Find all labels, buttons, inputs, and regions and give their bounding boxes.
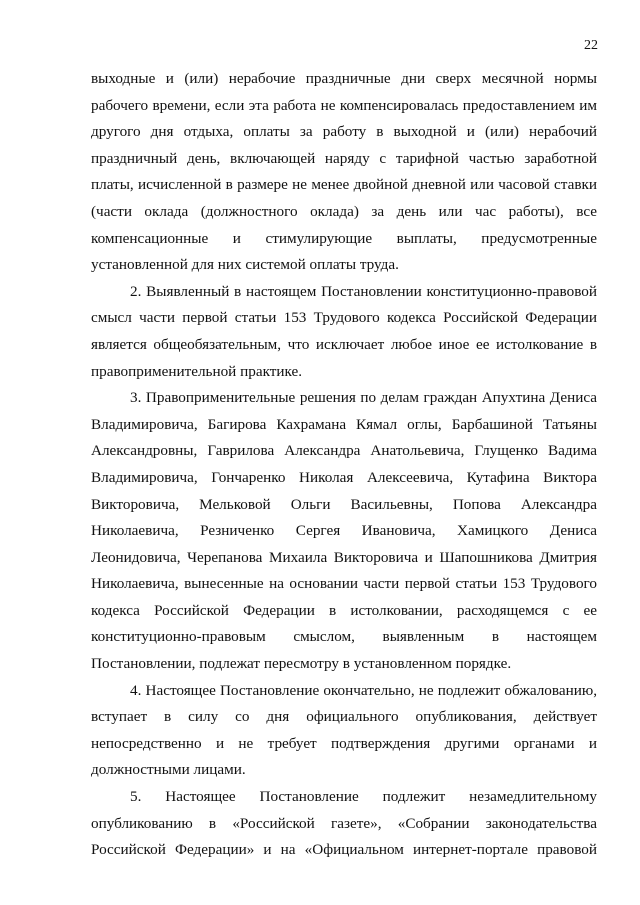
text-line: Александровны, Гаврилова Александра Анатольевича, Глущенко Вадима — [91, 442, 597, 460]
paragraph-item-5 — [91, 784, 597, 864]
text-line: должностными лицами. — [91, 761, 246, 779]
text-line: установленной для них системой оплаты труда. — [91, 256, 399, 274]
text-line: 3. Правоприменительные решения по делам граждан Апухтина Дениса — [130, 389, 597, 407]
text-line: Николаевича, Резниченко Сергея Ивановича, Хамицкого Дениса — [91, 522, 597, 540]
text-line: конституционно-правовым смыслом, выявленным в настоящем — [91, 628, 597, 646]
paragraph-continuation — [91, 66, 597, 279]
text-line: Леонидовича, Черепанова Михаила Викторовича и Шапошникова Дмитрия — [91, 548, 597, 566]
text-line: рабочего времени, если эта работа не компенсировалась предоставлением им — [91, 96, 597, 114]
text-line: 2. Выявленный в настоящем Постановлении конституционно-правовой — [130, 282, 597, 300]
document-body — [91, 66, 597, 864]
paragraph-item-2 — [91, 279, 597, 385]
text-line: 5. Настоящее Постановление подлежит незамедлительному — [130, 788, 597, 806]
text-line: другого дня отдыха, оплаты за работу в выходной и (или) нерабочий — [91, 123, 597, 141]
text-line: Викторовича, Мельковой Ольги Васильевны, Попова Александра — [91, 495, 597, 513]
text-line: (части оклада (должностного оклада) за день или час работы), все — [91, 202, 597, 220]
text-line: Российской Федерации» и на «Официальном интернет-портале правовой — [91, 841, 597, 859]
text-line: смысл части первой статьи 153 Трудового кодекса Российской Федерации — [91, 309, 597, 327]
text-line: правоприменительной практике. — [91, 362, 303, 380]
text-line: компенсационные и стимулирующие выплаты, предусмотренные — [91, 229, 597, 247]
text-line: опубликованию в «Российской газете», «Собрании законодательства — [91, 814, 597, 832]
text-line: вступает в силу со дня официального опубликования, действует — [91, 708, 597, 726]
text-line: непосредственно и не требует подтверждения другими органами и — [91, 734, 597, 752]
text-line: кодекса Российской Федерации в истолковании, расходящемся с ее — [91, 601, 597, 619]
text-line: платы, исчисленной в размере не менее двойной дневной или часовой ставки — [91, 176, 597, 194]
text-line: Владимировича, Гончаренко Николая Алексеевича, Кутафина Виктора — [91, 468, 597, 486]
paragraph-item-3 — [91, 385, 597, 678]
text-line: является общеобязательным, что исключает любое иное ее истолкование в — [91, 335, 597, 353]
text-line: Владимировича, Багирова Кахрамана Кямал оглы, Барбашиной Татьяны — [91, 415, 597, 433]
page-number: 22 — [584, 38, 598, 53]
text-line: Постановлении, подлежат пересмотру в установленном порядке. — [91, 655, 512, 673]
paragraph-item-4 — [91, 678, 597, 784]
text-line: Николаевича, вынесенные на основании части первой статьи 153 Трудового — [91, 575, 597, 593]
text-line: 4. Настоящее Постановление окончательно, не подлежит обжалованию, — [130, 681, 597, 699]
text-line: праздничный день, включающей наряду с тарифной частью заработной — [91, 149, 597, 167]
text-line: выходные и (или) нерабочие праздничные дни сверх месячной нормы — [91, 70, 597, 87]
